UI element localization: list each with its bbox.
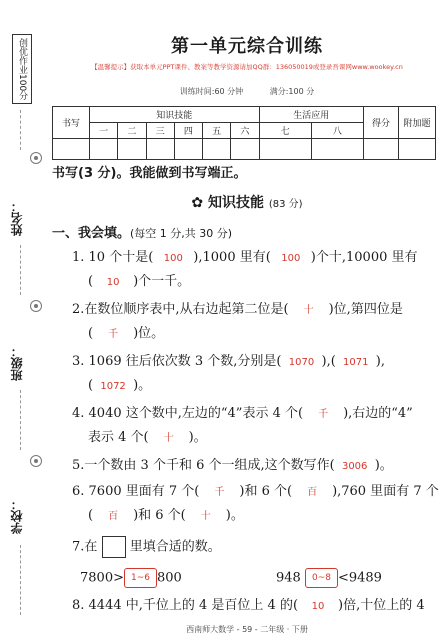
answer-blank[interactable]: 百 — [108, 511, 119, 522]
writing-requirement: 书写(3 分)。我能做到书写端正。 — [52, 166, 247, 181]
score-cell[interactable] — [118, 139, 146, 160]
answer-box[interactable]: 0~8 — [305, 568, 338, 588]
part-heading — [52, 222, 232, 241]
q-text: 2.在数位顺序表中,从右边起第二位是( — [72, 302, 289, 317]
empty-box-icon — [102, 536, 126, 558]
q-text: )位。 — [133, 326, 165, 341]
question-7-a — [80, 568, 182, 588]
time-limit: 训练时间:60 分钟 — [179, 87, 244, 96]
binding-sidebar — [0, 0, 46, 640]
q-text: ( — [88, 378, 94, 393]
q-text: 800 — [156, 570, 182, 586]
binding-hole — [30, 300, 42, 312]
q-text: 1. 10 个十是( — [72, 250, 154, 265]
answer-blank[interactable]: 千 — [214, 487, 225, 498]
question-8 — [72, 598, 425, 615]
answer-blank[interactable]: 10 — [106, 277, 120, 288]
answer-box[interactable]: 1~6 — [124, 568, 157, 588]
answer-blank[interactable]: 1072 — [100, 381, 126, 392]
question-6-line2 — [88, 508, 244, 525]
page-title: 第一单元综合训练 — [171, 36, 323, 57]
flower-icon: ✿ — [191, 195, 204, 211]
score-cell[interactable] — [203, 139, 231, 160]
question-7 — [72, 536, 221, 558]
q-text: )和 6 个( — [239, 484, 293, 499]
answer-blank[interactable]: 100 — [281, 253, 301, 264]
header-life: 生活应用 — [259, 107, 364, 123]
answer-blank[interactable]: 100 — [163, 253, 183, 264]
answer-blank[interactable]: 十 — [163, 433, 174, 444]
section-title: 知识技能 — [208, 195, 264, 211]
exam-meta — [46, 86, 448, 97]
question-7-b — [276, 568, 382, 588]
q-text: 8. 4444 中,千位上的 4 是百位上 4 的( — [72, 598, 299, 613]
q-text: 表示 4 个( — [88, 430, 149, 445]
q-text: )。 — [133, 378, 152, 393]
answer-blank[interactable]: 3006 — [341, 461, 368, 472]
name-line — [20, 245, 21, 295]
section-heading — [46, 192, 448, 212]
col-2: 二 — [118, 123, 146, 139]
full-score: 满分:100 分 — [269, 87, 315, 96]
q-text: ), — [375, 354, 385, 369]
binding-hole — [30, 455, 42, 467]
answer-blank[interactable]: 千 — [108, 329, 119, 340]
question-4 — [72, 406, 413, 423]
q-text: )和 6 个( — [133, 508, 186, 523]
col-5: 五 — [203, 123, 231, 139]
part-note: (每空 1 分,共 30 分) — [130, 227, 233, 240]
question-2 — [72, 302, 403, 319]
q-text: )个十,10000 里有 — [310, 250, 418, 265]
q-text: )。 — [374, 458, 393, 473]
score-cell[interactable] — [146, 139, 174, 160]
q-text: ( — [88, 508, 94, 523]
q-text: 5.一个数由 3 个千和 6 个一组成,这个数写作( — [72, 458, 335, 473]
header-extra: 附加题 — [399, 107, 436, 139]
col-1: 一 — [90, 123, 118, 139]
q-text: 7.在 — [72, 539, 98, 555]
page-footer: 西南师大数学 - 59 - 二年级 · 下册 — [186, 625, 308, 634]
dashed-line — [20, 110, 21, 150]
q-text: )个一千。 — [133, 274, 191, 289]
score-cell[interactable] — [231, 139, 259, 160]
score-cell[interactable] — [174, 139, 202, 160]
answer-blank[interactable]: 1071 — [343, 357, 369, 368]
col-6: 六 — [231, 123, 259, 139]
col-7: 七 — [259, 123, 311, 139]
q-text: 948 — [276, 570, 301, 586]
binding-hole — [30, 152, 42, 164]
part-title: 一、我会填。 — [52, 226, 131, 241]
q-text: )。 — [188, 430, 207, 445]
question-5 — [72, 458, 393, 475]
q-text: ),760 里面有 7 个 — [332, 484, 439, 499]
score-cell[interactable] — [364, 139, 399, 160]
score-cell[interactable] — [259, 139, 311, 160]
question-2-line2 — [88, 326, 164, 343]
question-1-line2 — [88, 274, 190, 291]
name-label: 姓名： — [10, 200, 24, 236]
header-score: 得分 — [364, 107, 399, 139]
answer-blank[interactable]: 千 — [318, 409, 329, 420]
brand-box: 创优作业100分 — [12, 34, 32, 104]
header-knowledge: 知识技能 — [90, 107, 260, 123]
answer-blank[interactable]: 10 — [311, 601, 325, 612]
q-text: 7800> — [80, 570, 124, 586]
section-points: (83 分) — [268, 199, 303, 210]
q-text: )。 — [225, 508, 244, 523]
question-6 — [72, 484, 439, 501]
score-table — [52, 106, 436, 160]
resource-notice: 【温馨提示】获取本单元PPT课件、教案等教学资源请加QQ群：136050019或登录吾课网www.wookey.cn — [91, 63, 403, 71]
q-text: ( — [88, 326, 94, 341]
answer-blank[interactable]: 百 — [307, 487, 318, 498]
answer-blank[interactable]: 十 — [200, 511, 211, 522]
q-text: 里填合适的数。 — [129, 539, 221, 555]
q-text: ( — [88, 274, 94, 289]
col-3: 三 — [146, 123, 174, 139]
q-text: ),( — [321, 354, 336, 369]
header-writing: 书写 — [53, 107, 90, 139]
q-text: 6. 7600 里面有 7 个( — [72, 484, 200, 499]
col-4: 四 — [174, 123, 202, 139]
score-cell[interactable] — [311, 139, 363, 160]
q-text: 3. 1069 往后依次数 3 个数,分别是( — [72, 354, 282, 369]
q-text: )位,第四位是 — [328, 302, 403, 317]
q-text: 4. 4040 这个数中,左边的“4”表示 4 个( — [72, 406, 304, 421]
score-cell[interactable] — [90, 139, 118, 160]
score-cell[interactable] — [53, 139, 90, 160]
school-line — [20, 545, 21, 615]
q-text: <9489 — [337, 570, 382, 586]
question-1 — [72, 250, 418, 267]
class-label: 班级： — [10, 345, 24, 381]
answer-blank[interactable]: 十 — [303, 305, 314, 316]
score-cell[interactable] — [399, 139, 436, 160]
question-3-line2 — [88, 378, 151, 395]
question-3 — [72, 354, 385, 371]
class-line — [20, 390, 21, 450]
answer-blank[interactable]: 1070 — [288, 357, 315, 368]
question-4-line2 — [88, 430, 207, 447]
school-label: 学校： — [10, 498, 24, 534]
q-text: )倍,十位上的 4 — [338, 598, 425, 613]
q-text: ),1000 里有( — [193, 250, 271, 265]
q-text: ),右边的“4” — [343, 406, 413, 421]
col-8: 八 — [311, 123, 363, 139]
